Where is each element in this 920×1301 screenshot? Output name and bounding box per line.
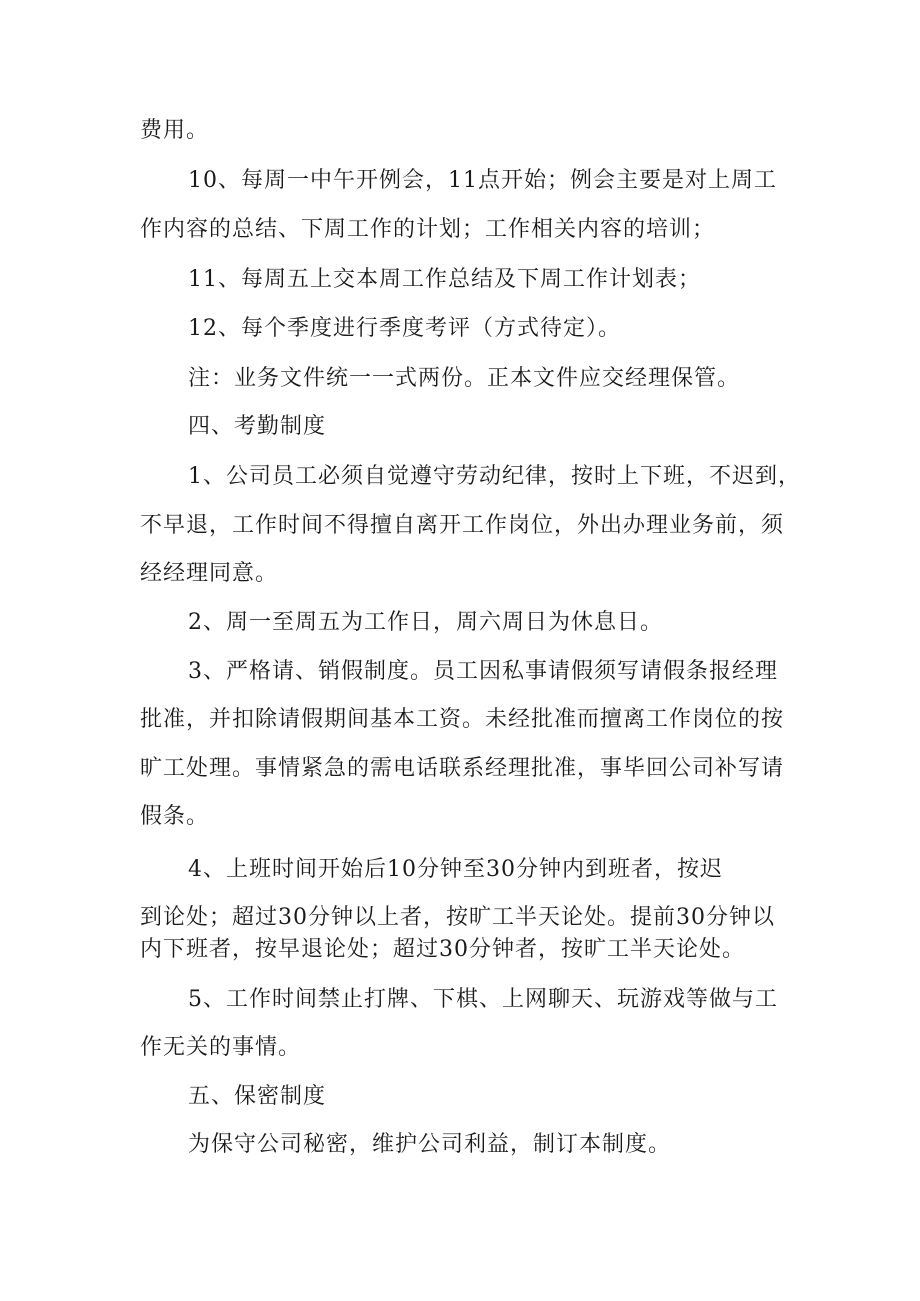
text-line: 为保守公司秘密，维护公司利益，制订本制度。 [188, 1132, 672, 1157]
text-line: 作内容的总结、下周工作的计划；工作相关内容的培训； [140, 217, 716, 242]
text-line: 旷工处理。事情紧急的需电话联系经理批准，事毕回公司补写请 [140, 756, 785, 781]
text-line: 注：业务文件统一一式两份。正本文件应交经理保管。 [188, 366, 741, 391]
text-line: 到论处；超过30分钟以上者，按旷工半天论处。提前30分钟以 [140, 905, 775, 930]
text-line: 3、严格请、销假制度。员工因私事请假须写请假条报经理 [188, 659, 778, 684]
text-line: 不早退，工作时间不得擅自离开工作岗位，外出办理业务前，须 [140, 513, 785, 538]
section-heading: 四、考勤制度 [188, 414, 327, 439]
text-line: 2、周一至周五为工作日，周六周日为休息日。 [188, 610, 663, 635]
text-line: 11、每周五上交本周工作总结及下周工作计划表； [188, 267, 701, 292]
text-line: 10、每周一中午开例会，11点开始；例会主要是对上周工 [188, 168, 777, 193]
text-line: 1、公司员工必须自觉遵守劳动纪律，按时上下班，不迟到， [188, 464, 801, 489]
text-line: 12、每个季度进行季度考评（方式待定）。 [188, 316, 621, 341]
text-line: 5、工作时间禁止打牌、下棋、上网聊天、玩游戏等做与工 [188, 987, 778, 1012]
text-line: 4、上班时间开始后10分钟至30分钟内到班者，按迟 [188, 857, 723, 882]
text-line: 内下班者，按早退论处；超过30分钟者，按旷工半天论处。 [140, 937, 745, 962]
text-line: 作无关的事情。 [140, 1035, 302, 1060]
text-line: 经经理同意。 [140, 561, 279, 586]
text-line: 假条。 [140, 804, 210, 829]
text-line: 费用。 [140, 118, 210, 143]
text-line: 批准，并扣除请假期间基本工资。未经批准而擅离工作岗位的按 [140, 707, 785, 732]
section-heading: 五、保密制度 [188, 1084, 327, 1109]
